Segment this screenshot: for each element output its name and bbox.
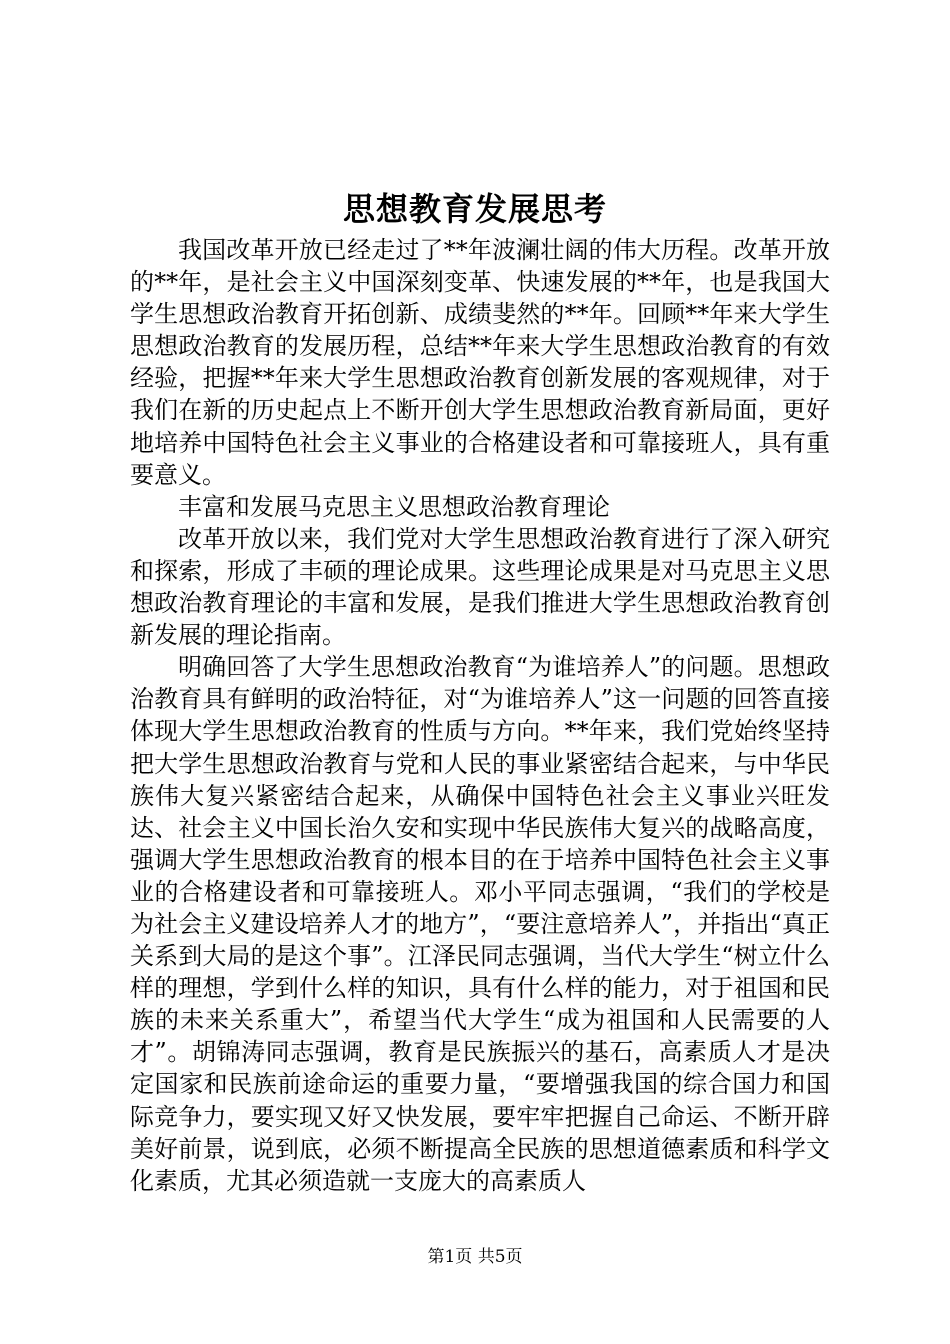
paragraph-intro: 我国改革开放已经走过了**年波澜壮阔的伟大历程。改革开放的**年，是社会主义中国深刻变革、快速发展的**年，也是我国大学生思想政治教育开拓创新、成绩斐然的**年。回顾**年来大学生思想政治教育的发展历程，总结**年来大学生思想政治教育的有效经验，把握**年来大学生思想政治教育创新发展的客观规律，对于我们在新的历史起点上不断开创大学生思想政治教育新局面，更好地培养中国特色社会主义事业的合格建设者和可靠接班人，具有重要意义。 xyxy=(130,236,830,489)
paragraph-theory: 改革开放以来，我们党对大学生思想政治教育进行了深入研究和探索，形成了丰硕的理论成果。这些理论成果是对马克思主义思想政治教育理论的丰富和发展，是我们推进大学生思想政治教育创新发展的理论指南。 xyxy=(130,524,830,650)
page-number-footer: 第1页 共5页 xyxy=(427,1247,523,1267)
document-body xyxy=(130,234,830,1197)
section-heading: 丰富和发展马克思主义思想政治教育理论 xyxy=(178,492,610,521)
document-title: 思想教育发展思考 xyxy=(342,190,607,228)
paragraph-whom-to-cultivate: 明确回答了大学生思想政治教育“为谁培养人”的问题。思想政治教育具有鲜明的政治特征，对“为谁培养人”这一问题的回答直接体现大学生思想政治教育的性质与方向。**年来，我们党始终坚持把大学生思想政治教育与党和人民的事业紧密结合起来，与中华民族伟大复兴紧密结合起来，从确保中国特色社会主义事业兴旺发达、社会主义中国长治久安和实现中华民族伟大复兴的战略高度，强调大学生思想政治教育的根本目的在于培养中国特色社会主义事业的合格建设者和可靠接班人。邓小平同志强调，“我们的学校是为社会主义建设培养人才的地方”，“要注意培养人”，并指出“真正关系到大局的是这个事”。江泽民同志强调，当代大学生“树立什么样的理想，学到什么样的知识，具有什么样的能力，对于祖国和民族的未来关系重大”，希望当代大学生“成为祖国和人民需要的人才”。胡锦涛同志强调，教育是民族振兴的基石，高素质人才是决定国家和民族前途命运的重要力量，“要增强我国的综合国力和国际竞争力，要实现又好又快发展，要牢牢把握自己命运、不断开辟美好前景，说到底，必须不断提高全民族的思想道德素质和科学文化素质，尤其必须造就一支庞大的高素质人 xyxy=(130,653,830,1195)
